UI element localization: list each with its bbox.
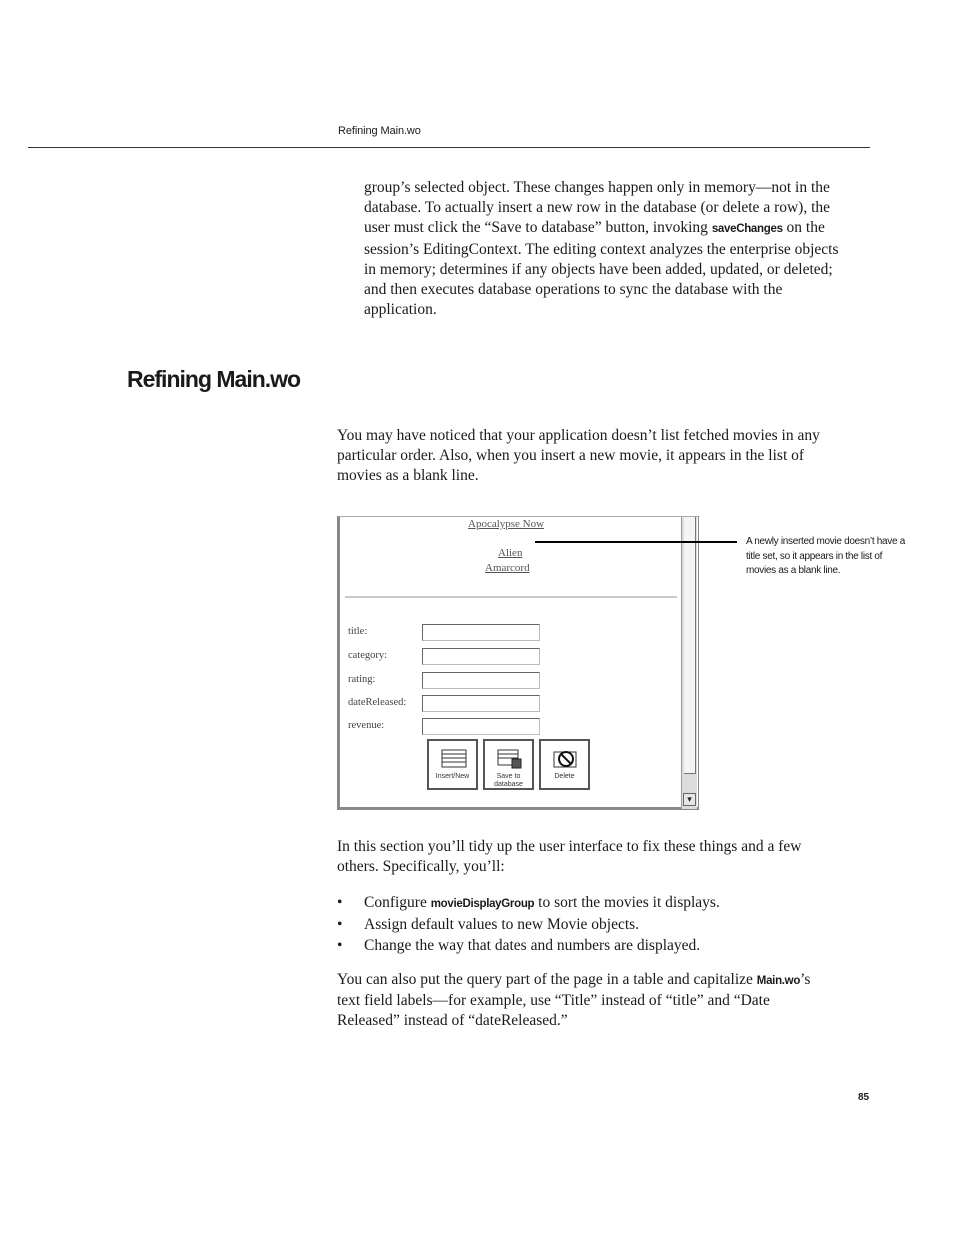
intro-paragraph — [364, 178, 854, 320]
bullet-marker: • — [337, 894, 343, 911]
bullet-marker: • — [337, 915, 343, 933]
revenue-field[interactable] — [422, 718, 540, 735]
scroll-down-arrow-icon[interactable]: ▾ — [683, 793, 696, 806]
intro-text-end: on the session’s EditingContext. The editing context analyzes the enterprise objects in memory; determines if any objects have been added, updated, or deleted; and then executes database operations to sync the database with the application. — [364, 219, 839, 319]
list-item — [337, 915, 720, 936]
movie-display-group-code: movieDisplayGroup — [430, 898, 535, 910]
notice-paragraph: You may have noticed that your application doesn’t list fetched movies in any particular order. Also, when you insert a new movie, it appears in the list of movies as a blank line. — [337, 427, 820, 485]
bullet-marker: • — [337, 936, 343, 954]
date-released-field[interactable] — [422, 695, 540, 712]
callout-leader-line — [535, 541, 737, 543]
section-heading: Refining Main.wo — [127, 366, 301, 392]
app-screenshot-figure — [337, 516, 701, 812]
list-item — [337, 936, 720, 957]
task-list — [337, 893, 720, 956]
capitalize-paragraph — [337, 970, 817, 1032]
item-text: to sort the movies it displays. — [534, 894, 720, 911]
paragraph-text: ’s text field labels—for example, use “Title” instead of “title” and “Date Released” instead of “dateReleased.” — [337, 971, 811, 1030]
delete-label: Delete — [554, 773, 575, 780]
page-number: 85 — [858, 1092, 870, 1103]
paragraph-text: You can also put the query part of the page in a table and capitalize — [337, 971, 757, 988]
section-paragraph: In this section you’ll tidy up the user interface to fix these things and a few others. Specifically, you’ll: — [337, 838, 802, 876]
vertical-scrollbar[interactable] — [681, 517, 697, 809]
figure-callout: A newly inserted movie doesn’t have a title set, so it appears in the list of movies as a blank line. — [746, 536, 905, 576]
main-wo-code: Main.wo — [756, 975, 801, 987]
revenue-label: revenue: — [348, 720, 385, 731]
intro-text-start: group’s selected object. These changes happen only in memory—not in the database. To actually insert a new row in the database (or delete a row), the user must click the “Save to database” button, invoking — [364, 179, 831, 237]
list-item — [337, 893, 720, 915]
item-text: Assign default values to new Movie objects. — [364, 915, 640, 933]
save-changes-code: saveChanges — [711, 223, 783, 236]
movie-link-apocalypse-now[interactable]: Apocalypse Now — [468, 518, 545, 530]
item-text: Change the way that dates and numbers are displayed. — [364, 936, 701, 954]
rating-label: rating: — [348, 674, 376, 685]
date-released-label: dateReleased: — [348, 697, 407, 708]
insert-new-button[interactable] — [427, 739, 478, 790]
insert-record-icon — [441, 749, 467, 769]
delete-button[interactable] — [539, 739, 590, 790]
save-to-database-button[interactable] — [483, 739, 534, 790]
rating-field[interactable] — [422, 672, 540, 689]
save-database-icon — [497, 749, 523, 769]
title-label: title: — [348, 626, 368, 637]
save-to-database-label: Save to database — [494, 773, 523, 788]
running-head: Refining Main.wo — [338, 125, 421, 137]
item-text: Configure — [364, 894, 431, 911]
category-label: category: — [348, 650, 388, 661]
delete-record-icon — [553, 749, 579, 769]
title-field[interactable] — [422, 624, 540, 641]
form-divider — [345, 596, 677, 598]
scrollbar-thumb[interactable] — [684, 517, 696, 774]
movie-link-alien[interactable]: Alien — [498, 547, 523, 559]
insert-new-label: Insert/New — [435, 773, 470, 780]
category-field[interactable] — [422, 648, 540, 665]
movie-link-amarcord[interactable]: Amarcord — [485, 562, 530, 574]
header-rule — [28, 147, 870, 148]
